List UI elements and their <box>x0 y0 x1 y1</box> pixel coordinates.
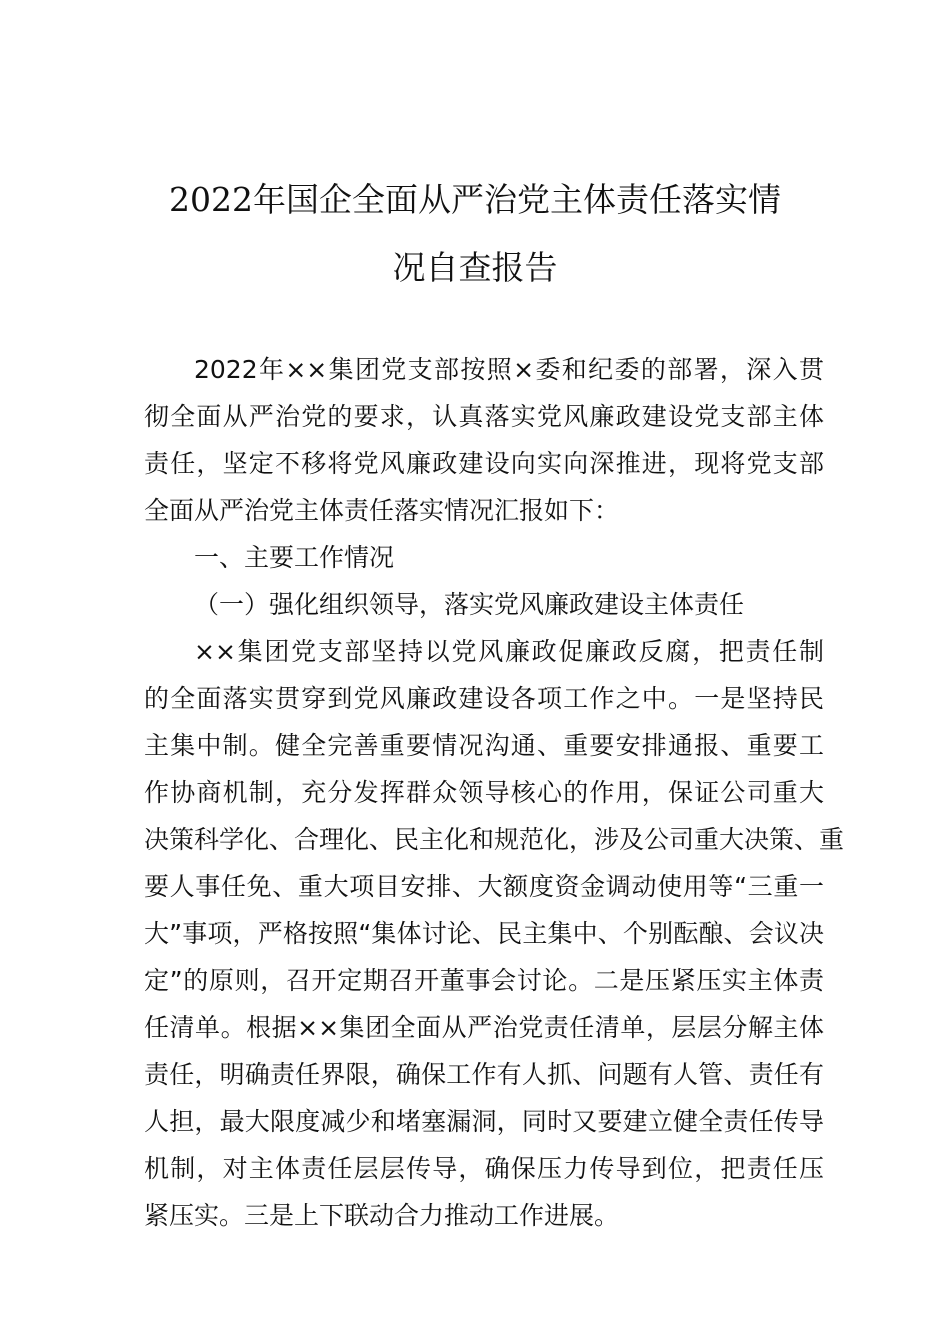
body-line: 的全面落实贯穿到党风廉政建设各项工作之中。一是坚持民 <box>144 684 824 713</box>
body-line: 主集中制。健全完善重要情况沟通、重要安排通报、重要工 <box>144 731 824 760</box>
body-line: 定”的原则，召开定期召开董事会讨论。二是压紧压实主体责 <box>144 966 824 995</box>
document-title-line-1: 2022年国企全面从严治党主体责任落实情 <box>169 180 781 219</box>
intro-line: 彻全面从严治党的要求，认真落实党风廉政建设党支部主体 <box>144 402 824 431</box>
body-line: 人担，最大限度减少和堵塞漏洞，同时又要建立健全责任传导 <box>144 1107 824 1136</box>
body-line: 作协商机制，充分发挥群众领导核心的作用，保证公司重大 <box>144 778 824 807</box>
intro-line: 责任，坚定不移将党风廉政建设向实向深推进，现将党支部 <box>144 449 824 478</box>
subsection-heading: （一）强化组织领导，落实党风廉政建设主体责任 <box>194 590 745 619</box>
document-title-line-2: 况自查报告 <box>392 248 558 287</box>
section-heading: 一、主要工作情况 <box>194 543 395 572</box>
intro-line: 2022年××集团党支部按照×委和纪委的部署，深入贯 <box>194 355 824 384</box>
body-line: 大”事项，严格按照“集体讨论、民主集中、个别酝酿、会议决 <box>144 919 824 948</box>
body-line: 机制，对主体责任层层传导，确保压力传导到位，把责任压 <box>144 1154 824 1183</box>
body-line: 决策科学化、合理化、民主化和规范化，涉及公司重大决策、重 <box>144 825 845 854</box>
body-line: 要人事任免、重大项目安排、大额度资金调动使用等“三重一 <box>144 872 824 901</box>
body-line: ××集团党支部坚持以党风廉政促廉政反腐，把责任制 <box>194 637 824 666</box>
document-body <box>144 346 845 1239</box>
body-line: 紧压实。三是上下联动合力推动工作进展。 <box>144 1201 620 1230</box>
intro-line: 全面从严治党主体责任落实情况汇报如下： <box>144 496 620 525</box>
body-line: 任清单。根据××集团全面从严治党责任清单，层层分解主体 <box>144 1013 824 1042</box>
body-line: 责任，明确责任界限，确保工作有人抓、问题有人管、责任有 <box>144 1060 824 1089</box>
